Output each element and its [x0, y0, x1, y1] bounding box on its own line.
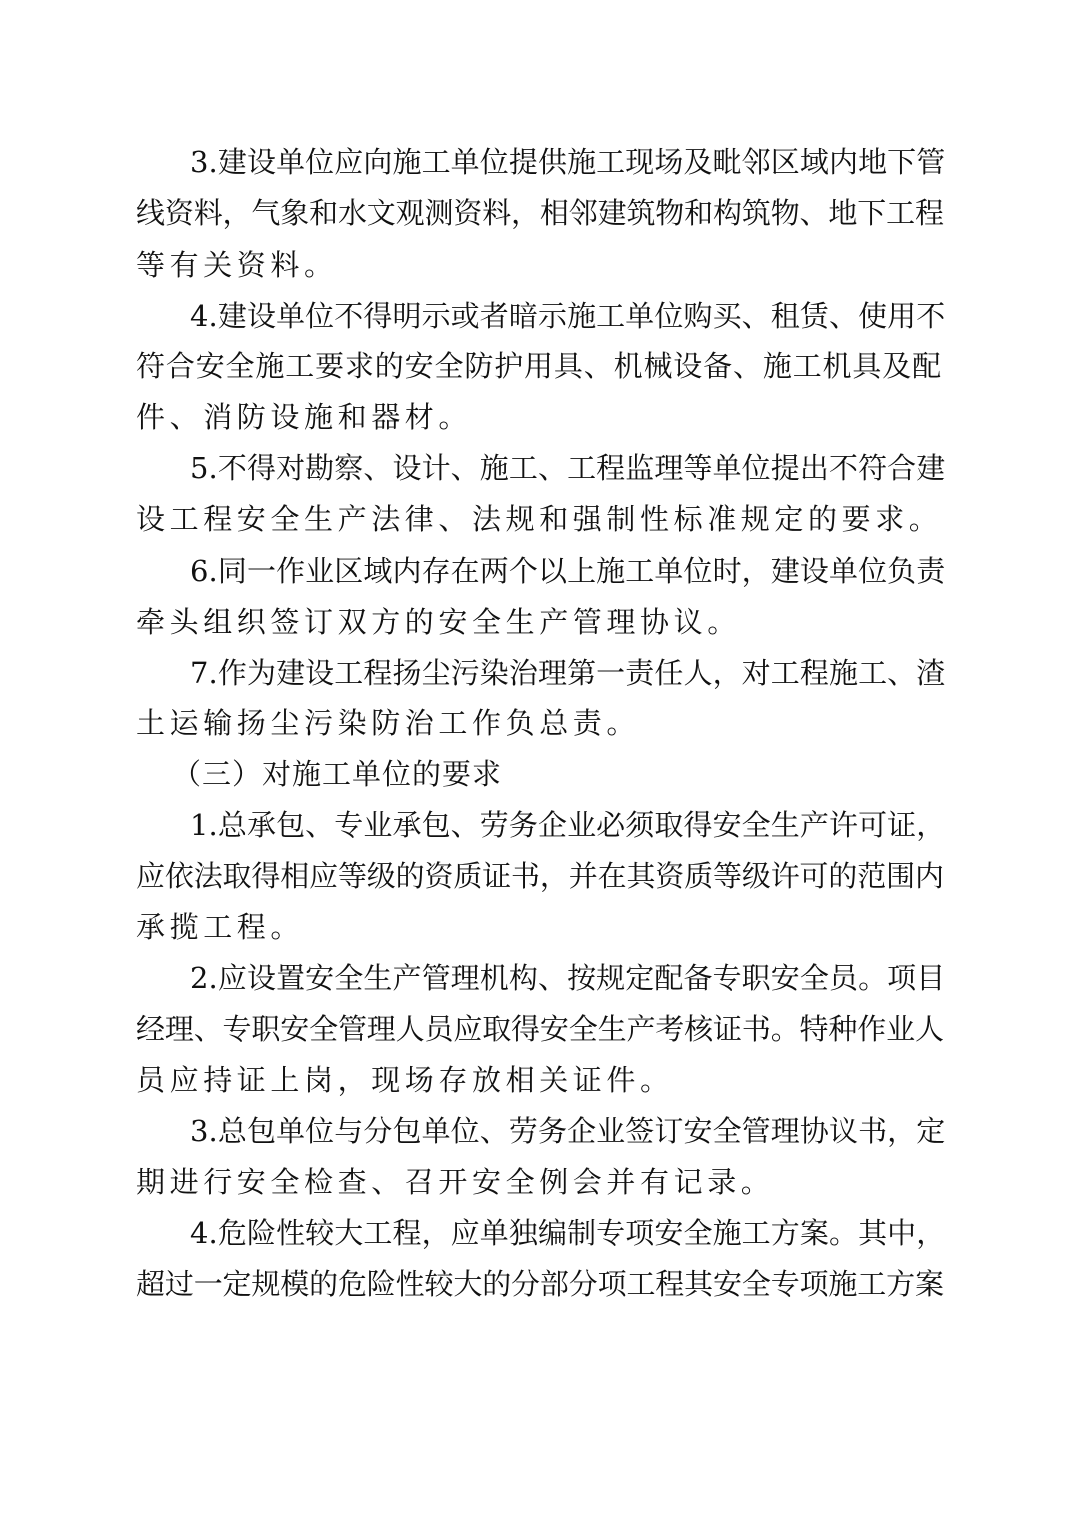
paragraph-line: 件、消防设施和器材。 [136, 400, 473, 434]
paragraph-line: 经理、专职安全管理人员应取得安全生产考核证书。特种作业人 [136, 1012, 944, 1046]
paragraph-line: 线资料，气象和水文观测资料，相邻建筑物和构筑物、地下工程 [136, 196, 944, 230]
paragraph-line: 员应持证上岗，现场存放相关证件。 [136, 1063, 674, 1097]
section-heading: （三）对施工单位的要求 [172, 757, 503, 791]
paragraph-line: 3.总包单位与分包单位、劳务企业签订安全管理协议书，定 [190, 1114, 946, 1148]
paragraph-line: 4.危险性较大工程，应单独编制专项安全施工方案。其中， [190, 1216, 946, 1250]
paragraph-line: 牵头组织签订双方的安全生产管理协议。 [136, 605, 741, 639]
paragraph-line: 承揽工程。 [136, 910, 305, 944]
paragraph-line: 设工程安全生产法律、法规和强制性标准规定的要求。 [136, 502, 943, 536]
paragraph-line: 7.作为建设工程扬尘污染治理第一责任人，对工程施工、渣 [190, 656, 946, 690]
paragraph-line: 等有关资料。 [136, 248, 338, 282]
paragraph-line: 3.建设单位应向施工单位提供施工现场及毗邻区域内地下管 [190, 145, 946, 179]
paragraph-line: 1.总承包、专业承包、劳务企业必须取得安全生产许可证， [190, 808, 946, 842]
paragraph-line: 超过一定规模的危险性较大的分部分项工程其安全专项施工方案 [136, 1267, 944, 1301]
paragraph-line: 5.不得对勘察、设计、施工、工程监理等单位提出不符合建 [190, 451, 946, 485]
paragraph-line: 期进行安全检查、召开安全例会并有记录。 [136, 1165, 775, 1199]
paragraph-line: 土运输扬尘污染防治工作负总责。 [136, 706, 641, 740]
paragraph-line: 6.同一作业区域内存在两个以上施工单位时，建设单位负责 [190, 554, 946, 588]
paragraph-line: 应依法取得相应等级的资质证书，并在其资质等级许可的范围内 [136, 859, 944, 893]
paragraph-line: 符合安全施工要求的安全防护用具、机械设备、施工机具及配 [136, 349, 942, 383]
paragraph-line: 4.建设单位不得明示或者暗示施工单位购买、租赁、使用不 [190, 299, 946, 333]
paragraph-line: 2.应设置安全生产管理机构、按规定配备专职安全员。项目 [190, 961, 946, 995]
